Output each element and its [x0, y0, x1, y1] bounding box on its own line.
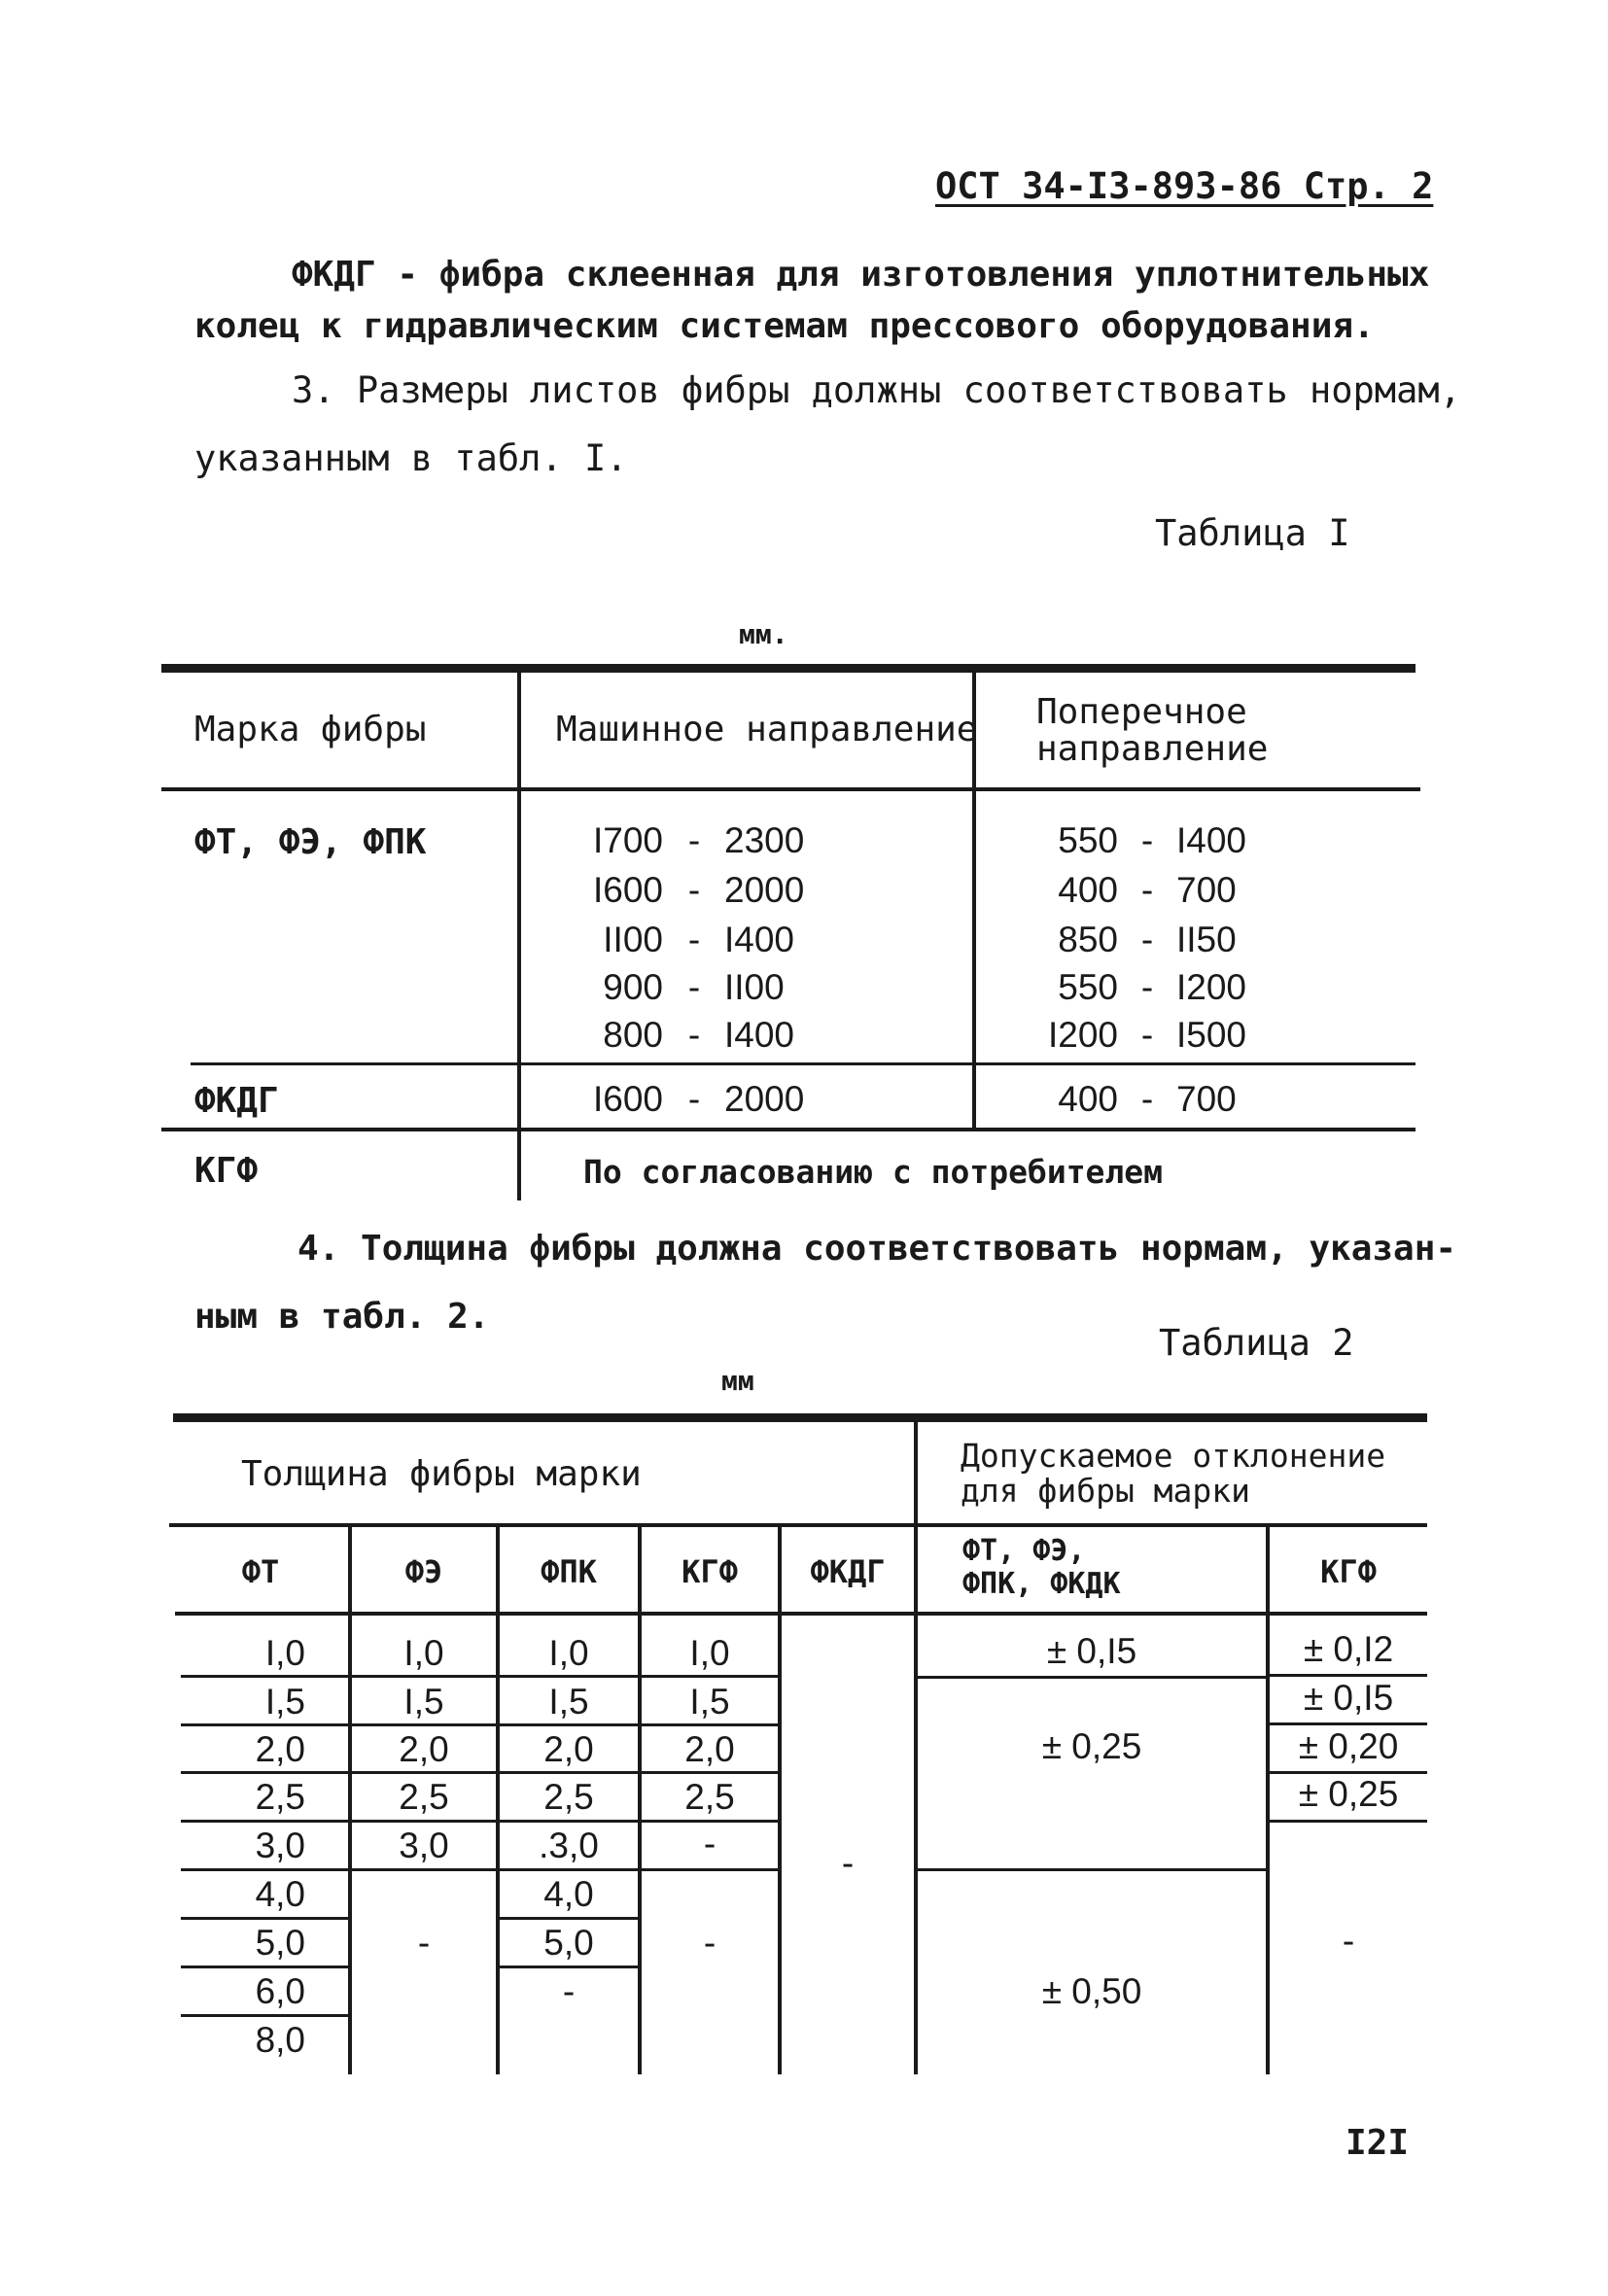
table1-cross-from: I200 — [1047, 1015, 1118, 1055]
table2-header-thickness: Толщина фибры марки — [241, 1454, 642, 1494]
table1-dash: - — [687, 870, 701, 910]
table2-col-fkdg: ФКДГ — [810, 1553, 886, 1590]
table2-dev-group-0: ± 0,I5 — [1046, 1631, 1137, 1671]
page-number: I2I — [1346, 2123, 1410, 2163]
table2-row-rule — [1270, 1820, 1427, 1823]
table2-header-deviation-line2: для фибры марки — [961, 1472, 1251, 1510]
table1-machine-from: 900 — [603, 967, 663, 1007]
table1-note-by-agreement: По согласованию с потребителем — [583, 1153, 1164, 1191]
table2-cell: I,0 — [403, 1633, 444, 1673]
table1-unit: мм. — [739, 618, 788, 650]
table1-cross-from: 400 — [1058, 1079, 1118, 1119]
table2-col-fe: ФЭ — [404, 1553, 443, 1590]
table2-cell: 2,0 — [543, 1729, 594, 1769]
table2-row-rule — [642, 1723, 778, 1726]
table2-header-rule — [169, 1523, 1427, 1527]
table2-cell: I,0 — [689, 1633, 730, 1673]
table1-machine-to: I400 — [724, 1015, 795, 1055]
table2-row-rule — [181, 1966, 348, 1968]
table2-cell: 4,0 — [543, 1874, 594, 1914]
table2-dash: - — [703, 1923, 717, 1963]
table1-header-machine: Машинное направление — [556, 710, 978, 749]
table1-cross-to: I200 — [1176, 967, 1247, 1007]
table2-cell: 5,0 — [543, 1923, 594, 1963]
table2-row-rule — [918, 1868, 1266, 1871]
document-reference: ОСТ 34-I3-893-86 Стр. 2 — [935, 165, 1434, 207]
table1-cross-to: 700 — [1176, 870, 1237, 910]
table2-row-rule — [352, 1771, 496, 1774]
table2-row-rule — [1270, 1771, 1427, 1774]
table2-row-rule — [500, 1771, 638, 1774]
table2-top-rule — [173, 1413, 1427, 1422]
table2-row-rule — [181, 1820, 348, 1823]
table1-brand-group2: ФКДГ — [194, 1081, 279, 1121]
table2-dev-kgf-3: ± 0,25 — [1298, 1774, 1399, 1814]
table2-cell: 2,0 — [255, 1729, 305, 1769]
table1-machine-to: I400 — [724, 920, 795, 959]
table2-dev-group-2: ± 0,50 — [1041, 1971, 1142, 2011]
table2-dash: - — [841, 1843, 855, 1883]
table2-row-rule — [500, 1723, 638, 1726]
table2-row-rule — [500, 1868, 638, 1871]
table2-cell: 2,0 — [399, 1729, 449, 1769]
table2-row-rule — [1270, 1674, 1427, 1677]
table1-vline-1 — [517, 671, 521, 1200]
table2-cell: 3,0 — [399, 1826, 449, 1865]
table1-dash: - — [687, 820, 701, 860]
table2-cell: I,0 — [264, 1633, 305, 1673]
table1-header-brand: Марка фибры — [194, 710, 427, 749]
table2-cell: I,0 — [548, 1633, 589, 1673]
table2-cell: 2,5 — [399, 1777, 449, 1817]
table1-cross-from: 550 — [1058, 967, 1118, 1007]
table1-dash: - — [687, 967, 701, 1007]
table2-dash: - — [703, 1824, 717, 1863]
table1-row3-rule — [161, 1128, 1416, 1131]
paragraph-fkdg-line2: колец к гидравлическим системам прессового оборудования. — [194, 306, 1375, 346]
table2-row-rule — [352, 1820, 496, 1823]
table2-row-rule — [181, 1723, 348, 1726]
table1-cross-from: 400 — [1058, 870, 1118, 910]
table2-subheader-rule — [175, 1612, 1427, 1616]
table2-dash: - — [1342, 1921, 1355, 1961]
table1-machine-to: 2300 — [724, 820, 805, 860]
table1-header-cross-line1: Поперечное — [1036, 692, 1247, 732]
table1-row2-rule — [191, 1062, 1416, 1065]
table1-machine-to: 2000 — [724, 870, 805, 910]
table2-row-rule — [500, 1966, 638, 1968]
table2-dash: - — [562, 1971, 576, 2011]
paragraph-thickness-line1: 4. Толщина фибры должна соответствовать нормам, указан- — [297, 1229, 1457, 1269]
table2-cell: I,5 — [689, 1682, 730, 1722]
table1-brand-group3: КГФ — [194, 1151, 259, 1191]
table1-cross-to: II50 — [1176, 920, 1237, 959]
table2-row-rule — [500, 1820, 638, 1823]
table1-dash: - — [687, 1079, 701, 1119]
paragraph-thickness-line2: ным в табл. 2. — [194, 1297, 490, 1337]
table1-machine-to: 2000 — [724, 1079, 805, 1119]
table2-cell: I,5 — [403, 1682, 444, 1722]
table2-dev-kgf-1: ± 0,I5 — [1303, 1678, 1394, 1718]
table2-col-ft: ФТ — [241, 1553, 280, 1590]
table1-dash: - — [1140, 820, 1154, 860]
table2-row-rule — [352, 1723, 496, 1726]
table2-cell: 2,0 — [684, 1729, 735, 1769]
table2-vline-fkdg — [778, 1525, 782, 2074]
table1-machine-from: I600 — [592, 870, 663, 910]
table2-col-dev-group-line2: ФПК, ФКДК — [962, 1567, 1121, 1601]
table2-row-rule — [1270, 1722, 1427, 1725]
table2-col-fpk: ФПК — [541, 1553, 597, 1590]
table2-row-rule — [642, 1771, 778, 1774]
table1-brand-group1: ФТ, ФЭ, ФПК — [194, 822, 427, 862]
table1-machine-from: I700 — [592, 820, 663, 860]
table2-row-rule — [642, 1820, 778, 1823]
table2-row-rule — [352, 1675, 496, 1678]
table1-dash: - — [1140, 1079, 1154, 1119]
table1-machine-from: 800 — [603, 1015, 663, 1055]
table2-cell: I,5 — [264, 1682, 305, 1722]
table2-cell: I,5 — [548, 1682, 589, 1722]
table1-dash: - — [687, 1015, 701, 1055]
table2-dev-kgf-2: ± 0,20 — [1298, 1726, 1399, 1766]
table1-cross-to: I400 — [1176, 820, 1247, 860]
table2-row-rule — [352, 1868, 496, 1871]
table1-machine-to: II00 — [724, 967, 785, 1007]
table2-unit: мм — [721, 1365, 754, 1397]
table2-row-rule — [500, 1675, 638, 1678]
table1-caption: Таблица I — [1155, 512, 1350, 554]
table2-col-dev-kgf: КГФ — [1320, 1553, 1377, 1590]
table2-row-rule — [918, 1676, 1266, 1679]
table2-col-kgf: КГФ — [682, 1553, 738, 1590]
table1-cross-to: 700 — [1176, 1079, 1237, 1119]
table2-cell: 2,5 — [255, 1777, 305, 1817]
table1-dash: - — [687, 920, 701, 959]
table2-row-rule — [181, 1917, 348, 1920]
table2-cell: 2,5 — [684, 1777, 735, 1817]
table2-caption: Таблица 2 — [1159, 1322, 1354, 1364]
table1-machine-from: I600 — [592, 1079, 663, 1119]
table2-cell: 2,5 — [543, 1777, 594, 1817]
table1-dash: - — [1140, 870, 1154, 910]
table2-cell: 8,0 — [255, 2020, 305, 2060]
table2-row-rule — [642, 1868, 778, 1871]
table2-cell: .3,0 — [539, 1826, 599, 1865]
table2-header-deviation-line1: Допускаемое отклонение — [961, 1437, 1386, 1475]
table2-cell: 6,0 — [255, 1971, 305, 2011]
table2-row-rule — [642, 1675, 778, 1678]
table2-col-dev-group-line1: ФТ, ФЭ, — [962, 1534, 1086, 1568]
table2-row-rule — [181, 1675, 348, 1678]
table1-dash: - — [1140, 1015, 1154, 1055]
table2-row-rule — [181, 2014, 348, 2017]
table1-cross-to: I500 — [1176, 1015, 1247, 1055]
table2-dev-kgf-0: ± 0,I2 — [1303, 1629, 1394, 1669]
table1-cross-from: 850 — [1058, 920, 1118, 959]
paragraph-sizes-line1: 3. Размеры листов фибры должны соответствовать нормам, — [292, 369, 1461, 411]
table2-dev-group-1: ± 0,25 — [1041, 1726, 1142, 1766]
table2-cell: 4,0 — [255, 1874, 305, 1914]
table2-row-rule — [500, 1917, 638, 1920]
table2-cell: 5,0 — [255, 1923, 305, 1963]
paragraph-fkdg-line1: ФКДГ - фибра склеенная для изготовления уплотнительных — [292, 255, 1430, 295]
table1-cross-from: 550 — [1058, 820, 1118, 860]
table1-dash: - — [1140, 920, 1154, 959]
paragraph-sizes-line2: указанным в табл. I. — [194, 437, 628, 479]
table2-row-rule — [181, 1771, 348, 1774]
table1-header-rule — [161, 787, 1420, 791]
table1-header-cross-line2: направление — [1036, 729, 1269, 769]
table1-top-rule — [161, 664, 1416, 673]
table2-cell: 3,0 — [255, 1826, 305, 1865]
table2-row-rule — [181, 1868, 348, 1871]
table1-machine-from: II00 — [603, 920, 663, 959]
table1-dash: - — [1140, 967, 1154, 1007]
table2-dash: - — [417, 1923, 431, 1963]
